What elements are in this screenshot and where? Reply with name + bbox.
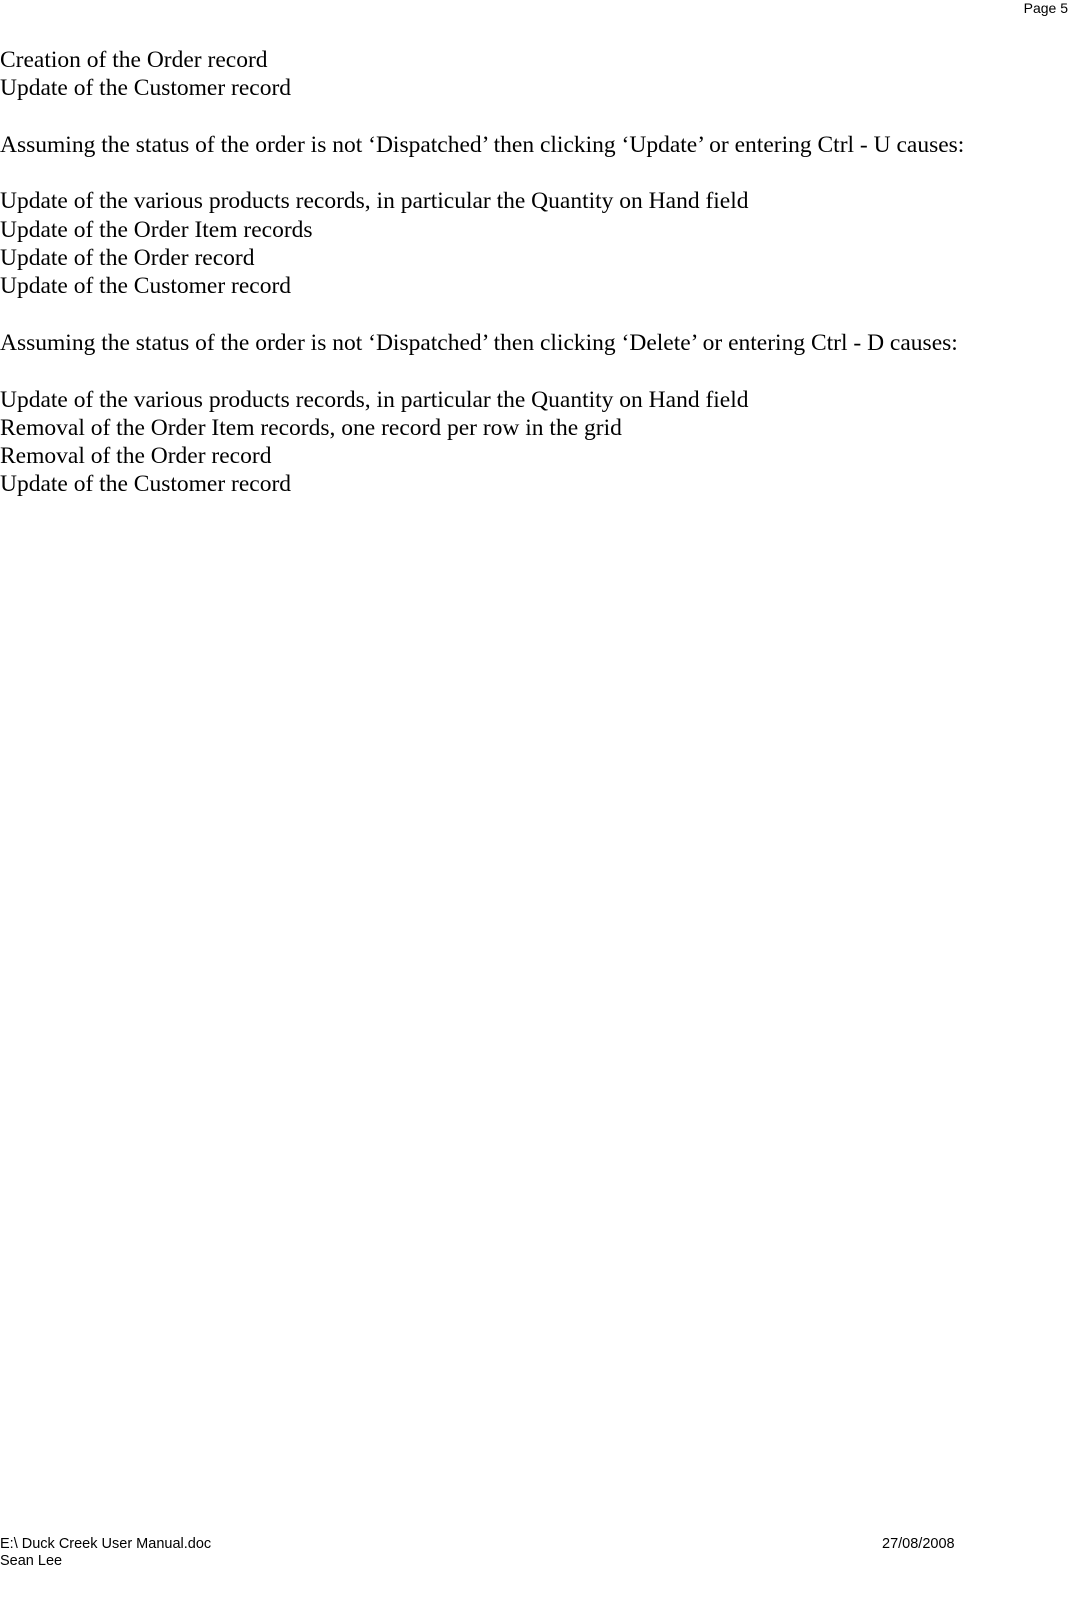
footer-author: Sean Lee	[0, 1553, 63, 1569]
paragraph-spacer	[0, 357, 1080, 385]
delete-intro-paragraph: Assuming the status of the order is not ‘Dispatched’ then clicking ‘Delete’ or entering Ctrl - D causes:	[0, 329, 958, 356]
list-item: Creation of the Order record	[0, 47, 268, 73]
list-item: Update of the various products records, in particular the Quantity on Hand field	[0, 386, 749, 413]
paragraph-spacer	[0, 103, 1080, 131]
document-body	[0, 46, 1080, 499]
list-item: Update of the Customer record	[0, 273, 292, 300]
list-item: Removal of the Order Item records, one record per row in the grid	[0, 414, 622, 441]
list-item: Update of the Customer record	[0, 75, 292, 102]
footer-file-path: E:\ Duck Creek User Manual.doc	[0, 1536, 212, 1552]
list-item: Update of the Order record	[0, 245, 255, 272]
page-number: Page 5	[1023, 0, 1068, 16]
list-item: Update of the Customer record	[0, 471, 292, 498]
list-item: Removal of the Order record	[0, 443, 272, 470]
update-intro-paragraph: Assuming the status of the order is not ‘Dispatched’ then clicking ‘Update’ or entering Ctrl - U causes:	[0, 131, 965, 158]
footer-date: 27/08/2008	[882, 1536, 955, 1552]
list-item: Update of the Order Item records	[0, 216, 313, 243]
list-item: Update of the various products records, in particular the Quantity on Hand field	[0, 188, 749, 215]
paragraph-spacer	[0, 159, 1080, 187]
paragraph-spacer	[0, 301, 1080, 329]
